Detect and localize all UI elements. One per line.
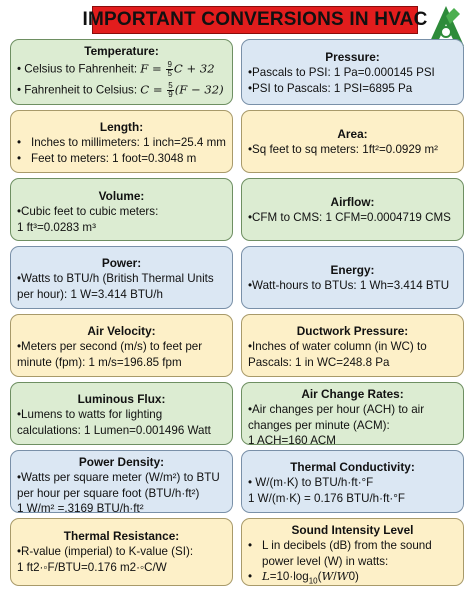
card-heading: Power:	[101, 256, 142, 270]
card-heading: Energy:	[330, 263, 375, 277]
card-line: •Watt-hours to BTUs: 1 Wh=3.414 BTU	[248, 279, 450, 292]
card-energy	[241, 246, 464, 309]
card-line: 1 W/m² =.3169 BTU/h·ft²	[17, 502, 144, 513]
card-line: •Air changes per hour (ACH) to air changes per minute (ACM):	[248, 403, 425, 432]
card-heading: Ductwork Pressure:	[296, 324, 409, 338]
card-ductwork-pressure	[241, 314, 464, 377]
card-heading: Thermal Conductivity:	[290, 460, 415, 474]
card-airflow	[241, 178, 464, 241]
card-area	[241, 110, 464, 173]
card-line: •Watts per square meter (W/m²) to BTU per hour per square foot (BTU/h·ft²)	[17, 471, 220, 500]
card-heading: Sound Intensity Level	[291, 523, 414, 537]
card-heading: Luminous Flux:	[77, 392, 166, 406]
card-thermal-conductivity	[241, 450, 464, 513]
card-thermal-resistance	[10, 518, 233, 586]
card-line: •Pascals to PSI: 1 Pa=0.000145 PSI	[248, 66, 435, 79]
card-heading: Air Velocity:	[87, 324, 156, 338]
card-heading: Volume:	[98, 189, 145, 203]
card-power	[10, 246, 233, 309]
card-line: •Cubic feet to cubic meters:	[17, 205, 159, 218]
card-power-density	[10, 450, 233, 513]
card-line: •Inches of water column (in WC) to Pascals: 1 in WC=248.8 Pa	[248, 340, 427, 369]
card-heading: Temperature:	[84, 44, 159, 58]
card-line: 1 ACH=160 ACM	[248, 434, 336, 445]
card-volume	[10, 178, 233, 241]
card-pressure	[241, 39, 464, 105]
card-sound-intensity	[241, 518, 464, 586]
card-line: •Sq feet to sq meters: 1ft²=0.0929 m²	[248, 143, 438, 156]
card-line: • W/(m·K) to BTU/h·ft·°F	[248, 476, 374, 489]
card-line: •CFM to CMS: 1 CFM=0.0004719 CMS	[248, 211, 451, 224]
card-line: • Feet to meters: 1 foot=0.3048 m	[17, 151, 197, 165]
celsius-to-fahrenheit: • Celsius to Fahrenheit: F = $\frac{9}{5}$ C + 32	[17, 60, 215, 78]
card-line: •PSI to Pascals: 1 PSI=6895 Pa	[248, 81, 413, 95]
card-air-change-rates	[241, 382, 464, 445]
card-heading: Power Density:	[78, 455, 165, 469]
card-temperature	[10, 39, 233, 105]
card-luminous-flux	[10, 382, 233, 445]
sound-formula: • $L=10\cdot\log_{10}(W/W0)$	[248, 569, 359, 586]
card-heading: Airflow:	[330, 195, 375, 209]
fahrenheit-to-celsius: • Fahrenheit to Celsius: C = $\frac{5}{9}$ (F − 32)	[17, 81, 224, 99]
card-line: • Inches to millimeters: 1 inch=25.4 mm	[17, 136, 226, 149]
card-line: 1 ft³=0.0283 m³	[17, 220, 96, 234]
card-line: •Watts to BTU/h (British Thermal Units per hour): 1 W=3.414 BTU/h	[17, 272, 214, 301]
card-line: 1 W/(m·K) = 0.176 BTU/h·ft·°F	[248, 491, 405, 505]
card-air-velocity	[10, 314, 233, 377]
card-line: • L in decibels (dB) from the sound power level (W) in watts:	[248, 539, 432, 568]
card-line: 1 ft2·◦F/BTU=0.176 m2·◦C/W	[17, 560, 167, 574]
card-heading: Area:	[337, 127, 368, 141]
card-heading: Pressure:	[325, 50, 380, 64]
card-line: •Meters per second (m/s) to feet per minute (fpm): 1 m/s=196.85 fpm	[17, 340, 203, 369]
card-line: •R-value (imperial) to K-value (SI):	[17, 545, 194, 558]
card-heading: Thermal Resistance:	[63, 529, 180, 543]
page-title: IMPORTANT CONVERSIONS IN HVAC	[92, 6, 418, 34]
card-heading: Air Change Rates:	[301, 387, 404, 401]
card-line: •Lumens to watts for lighting calculations: 1 Lumen=0.001496 Watt	[17, 408, 211, 437]
card-heading: Length:	[99, 120, 144, 134]
card-length	[10, 110, 233, 173]
